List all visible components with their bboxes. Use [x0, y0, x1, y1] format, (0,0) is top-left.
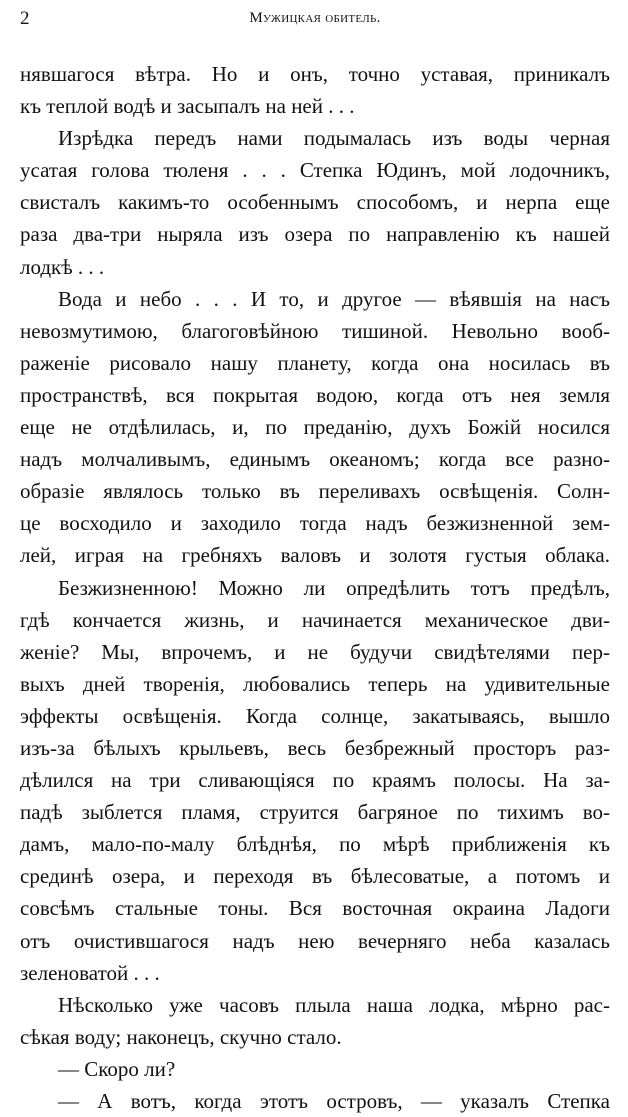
text-line: еще не отдѣлилась, и, по преданію, духъ Божій носился: [20, 415, 610, 440]
text-line: Изрѣдка передъ нами подымалась изъ воды черная: [58, 126, 610, 151]
text-line: нявшагося вѣтра. Но и онъ, точно уставая, приникалъ: [20, 62, 610, 86]
text-line: падѣ зыблется пламя, струится багряное по тихимъ во-: [20, 800, 610, 825]
text-line: дѣлился на три сливающіяся по краямъ полосы. На за-: [20, 768, 610, 793]
text-line: — Скоро ли?: [58, 1056, 176, 1081]
text-line: лей, играя на гребняхъ валовъ и золотя густыя облака.: [20, 543, 610, 568]
text-line: дамъ, мало-по-малу блѣднѣя, по мѣрѣ приближенія къ: [20, 832, 610, 857]
text-line: сѣкая воду; наконецъ, скучно стало.: [20, 1024, 342, 1049]
text-line: зеленоватой . . .: [20, 960, 160, 985]
text-line: образіе являлось только въ переливахъ освѣщенія. Солн-: [20, 479, 610, 504]
text-line: Безжизненною! Можно ли опредѣлить тотъ предѣлъ,: [58, 575, 610, 600]
text-line: срединѣ озера, и переходя въ бѣлесоватые, а потомъ и: [20, 864, 610, 889]
text-line: совсѣмъ стальные тоны. Вся восточная окраина Ладоги: [20, 896, 610, 921]
text-line: раза два-три ныряла изъ озера по направленію къ нашей: [20, 222, 610, 247]
running-title: Мужицкая обитель.: [249, 10, 381, 26]
text-line: эффекты освѣщенія. Когда солнце, закатываясь, вышло: [20, 703, 610, 728]
page-header: [20, 8, 610, 38]
text-line: це восходило и заходило тогда надъ безжизненной зем-: [20, 511, 610, 536]
text-line: изъ-за бѣлыхъ крыльевъ, весь безбрежный просторъ раз-: [20, 735, 610, 760]
text-line: гдѣ кончается жизнь, и начинается механическое дви-: [20, 607, 610, 632]
text-line: выхъ дней творенія, любовались теперь на удивительные: [20, 671, 610, 696]
text-line: лодкѣ . . .: [20, 254, 105, 279]
text-line: надъ молчаливымъ, единымъ океаномъ; когда все разно-: [20, 447, 610, 472]
text-line: свисталъ какимъ-то особеннымъ способомъ, и нерпа еще: [20, 190, 610, 215]
text-line: — А вотъ, когда этотъ островъ, — указалъ Степка: [58, 1089, 610, 1113]
text-line: женіе? Мы, впрочемъ, и не будучи свидѣтелями пер-: [20, 639, 610, 664]
text-line: къ теплой водѣ и засыпалъ на ней . . .: [20, 94, 355, 119]
text-line: невозмутимою, благоговѣйною тишиной. Невольно вооб-: [20, 318, 610, 343]
text-line: отъ очистившагося надъ нею вечерняго неба казалась: [20, 928, 610, 953]
text-line: Вода и небо . . . И то, и другое — вѣявшія на насъ: [58, 286, 610, 311]
text-line: Нѣсколько уже часовъ плыла наша лодка, мѣрно рас-: [58, 992, 610, 1017]
page-number: 2: [20, 8, 30, 29]
text-line: усатая голова тюленя . . . Степка Юдинъ, мой лодочникъ,: [20, 158, 610, 183]
text-line: раженіе рисовало нашу планету, когда она носилась въ: [20, 350, 610, 375]
text-line: пространствѣ, вся покрытая водою, когда отъ нея земля: [20, 382, 610, 407]
body-text: [20, 58, 610, 1117]
